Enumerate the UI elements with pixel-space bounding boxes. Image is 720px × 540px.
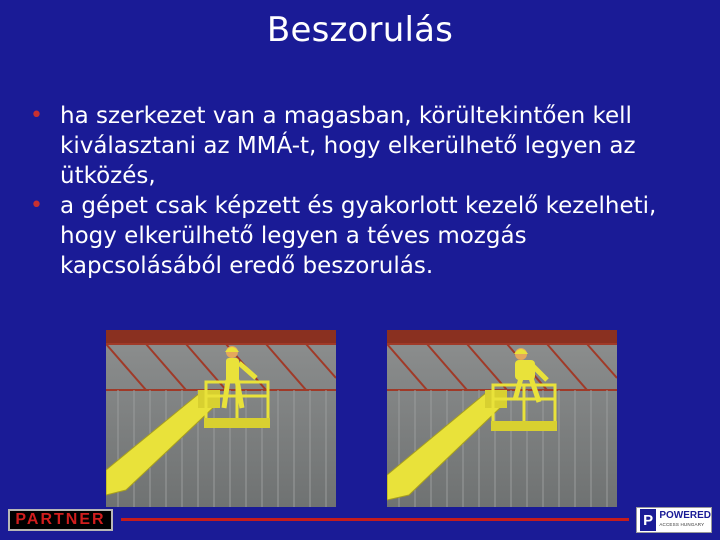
bullet-text: ha szerkezet van a magasban, körültekintően kell kiválasztani az MMÁ-t, hogy elkerülhető legyen az ütközés, (60, 103, 636, 189)
bullet-list (28, 101, 678, 281)
powered-logo-line2: ACCESS HUNGARY (659, 522, 705, 527)
bullet-item (28, 101, 678, 191)
slide-title: Beszorulás (266, 10, 454, 50)
bullet-item (28, 191, 678, 281)
powered-logo-line1: POWERED (659, 510, 711, 521)
bullet-text: a gépet csak képzett és gyakorlott kezelő kezelheti, hogy elkerülhető legyen a téves mozgás kapcsolásából eredő beszorulás. (60, 193, 657, 279)
bullet-marker: • (30, 193, 43, 218)
footer-divider (121, 518, 629, 521)
illustration-left (106, 330, 336, 507)
powered-logo-mark: P (640, 509, 656, 531)
bullet-marker: • (30, 103, 43, 128)
illustration-right (387, 330, 617, 507)
powered-logo-text (659, 511, 711, 529)
partner-logo: PARTNER (8, 509, 113, 531)
powered-access-logo (636, 507, 712, 533)
